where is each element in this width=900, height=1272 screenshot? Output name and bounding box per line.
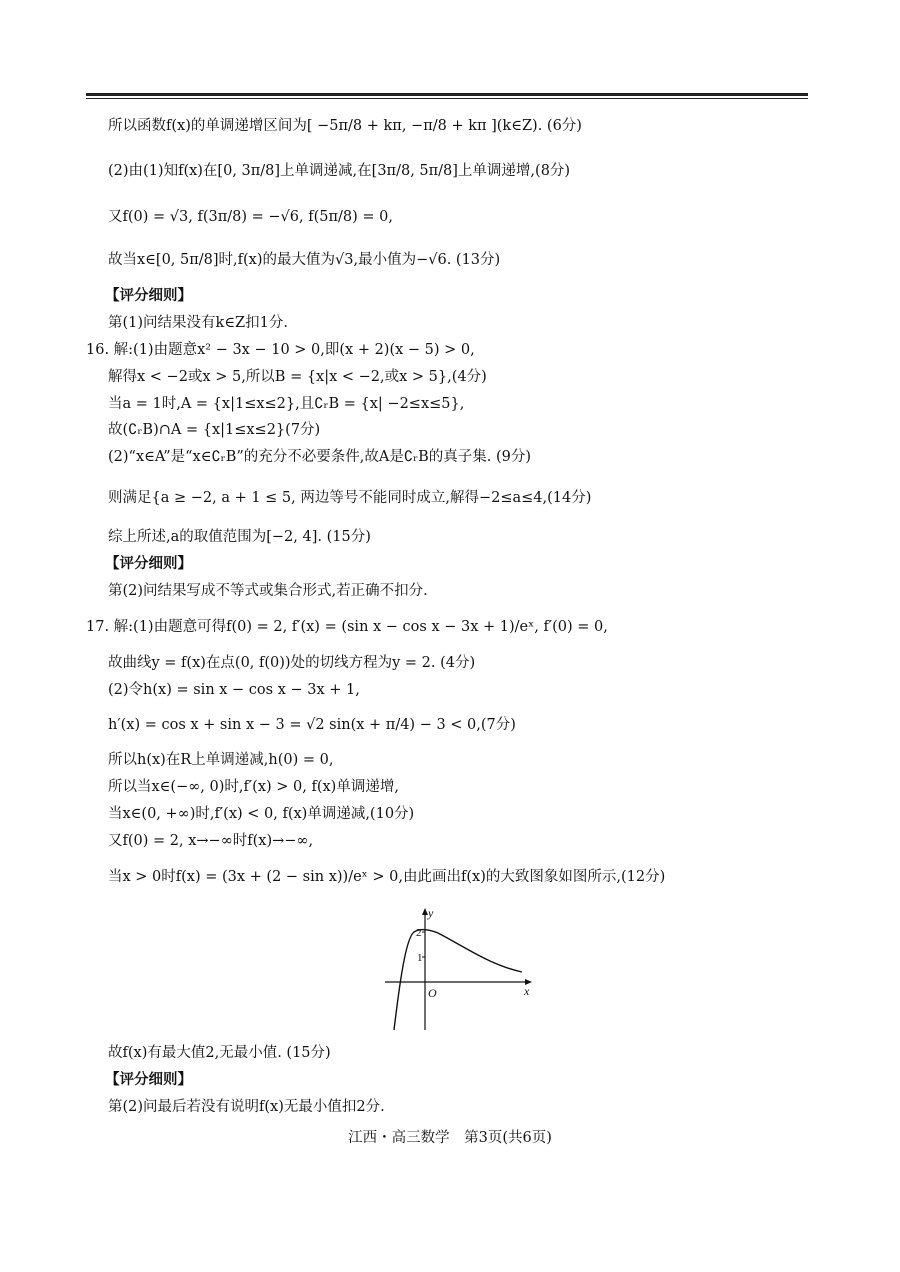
problem-17: 17. 解:(1)由题意可得f(0) = 2, f′(x) = (sin x − cos x − 3x + 1)/eˣ, f′(0) = 0,	[86, 619, 608, 635]
text-line: 所以函数f(x)的单调递增区间为[ −5π/8 + kπ, −π/8 + kπ ](k∈Z). (6分)	[108, 118, 582, 134]
text-line: 解得x < −2或x > 5,所以B = {x|x < −2,或x > 5},(4分)	[108, 369, 487, 385]
y-label: y	[428, 906, 434, 920]
text-line: 故f(x)有最大值2,无最小值. (15分)	[108, 1045, 331, 1061]
label-2: 2	[416, 927, 422, 939]
text-line: 所以h(x)在R上单调递减,h(0) = 0,	[108, 752, 334, 768]
text-line: 故曲线y = f(x)在点(0, f(0))处的切线方程为y = 2. (4分)	[108, 655, 476, 671]
text-line: 故当x∈[0, 5π/8]时,f(x)的最大值为√3,最小值为−√6. (13分)	[108, 252, 501, 268]
text-line: (2)“x∈A”是“x∈∁ᵣB”的充分不必要条件,故A是∁ᵣB的真子集. (9分)	[108, 449, 532, 465]
text-line: 当x∈(0, +∞)时,f′(x) < 0, f(x)单调递减,(10分)	[108, 806, 415, 822]
function-graph	[380, 900, 540, 1035]
scoring-heading: 【评分细则】	[105, 555, 192, 572]
label-1: 1	[417, 952, 423, 964]
text-line: 又f(0) = 2, x→−∞时f(x)→−∞,	[108, 833, 314, 849]
origin-label: O	[428, 986, 437, 1000]
header-rule	[86, 93, 808, 96]
text-line: 则满足{a ≥ −2, a + 1 ≤ 5, 两边等号不能同时成立,解得−2≤a≤4,(14分)	[108, 490, 592, 506]
problem-16: 16. 解:(1)由题意x² − 3x − 10 > 0,即(x + 2)(x − 5) > 0,	[86, 342, 475, 358]
text-line: 所以当x∈(−∞, 0)时,f′(x) > 0, f(x)单调递增,	[108, 779, 399, 795]
text-line: 当x > 0时f(x) = (3x + (2 − sin x))/eˣ > 0,由此画出f(x)的大致图象如图所示,(12分)	[108, 869, 666, 885]
text-line: 第(1)问结果没有k∈Z扣1分.	[108, 315, 288, 331]
header-rule-thin	[86, 98, 808, 99]
scoring-heading: 【评分细则】	[105, 1071, 192, 1088]
page-footer: 江西・高三数学 第3页(共6页)	[348, 1130, 552, 1146]
text-line: h′(x) = cos x + sin x − 3 = √2 sin(x + π/4) − 3 < 0,(7分)	[108, 717, 516, 733]
text-line: 第(2)问结果写成不等式或集合形式,若正确不扣分.	[108, 583, 428, 599]
text-line: 又f(0) = √3, f(3π/8) = −√6, f(5π/8) = 0,	[108, 209, 393, 225]
scoring-heading: 【评分细则】	[105, 287, 192, 304]
x-label: x	[524, 984, 530, 998]
text-line: 第(2)问最后若没有说明f(x)无最小值扣2分.	[108, 1099, 385, 1115]
text-line: (2)由(1)知f(x)在[0, 3π/8]上单调递减,在[3π/8, 5π/8]上单调递增,(8分)	[108, 163, 571, 179]
text-line: 故(∁ᵣB)∩A = {x|1≤x≤2}(7分)	[108, 422, 321, 438]
text-line: (2)令h(x) = sin x − cos x − 3x + 1,	[108, 682, 360, 698]
text-line: 综上所述,a的取值范围为[−2, 4]. (15分)	[108, 529, 371, 545]
text-line: 当a = 1时,A = {x|1≤x≤2},且∁ᵣB = {x| −2≤x≤5},	[108, 396, 465, 412]
curve	[394, 929, 522, 1030]
